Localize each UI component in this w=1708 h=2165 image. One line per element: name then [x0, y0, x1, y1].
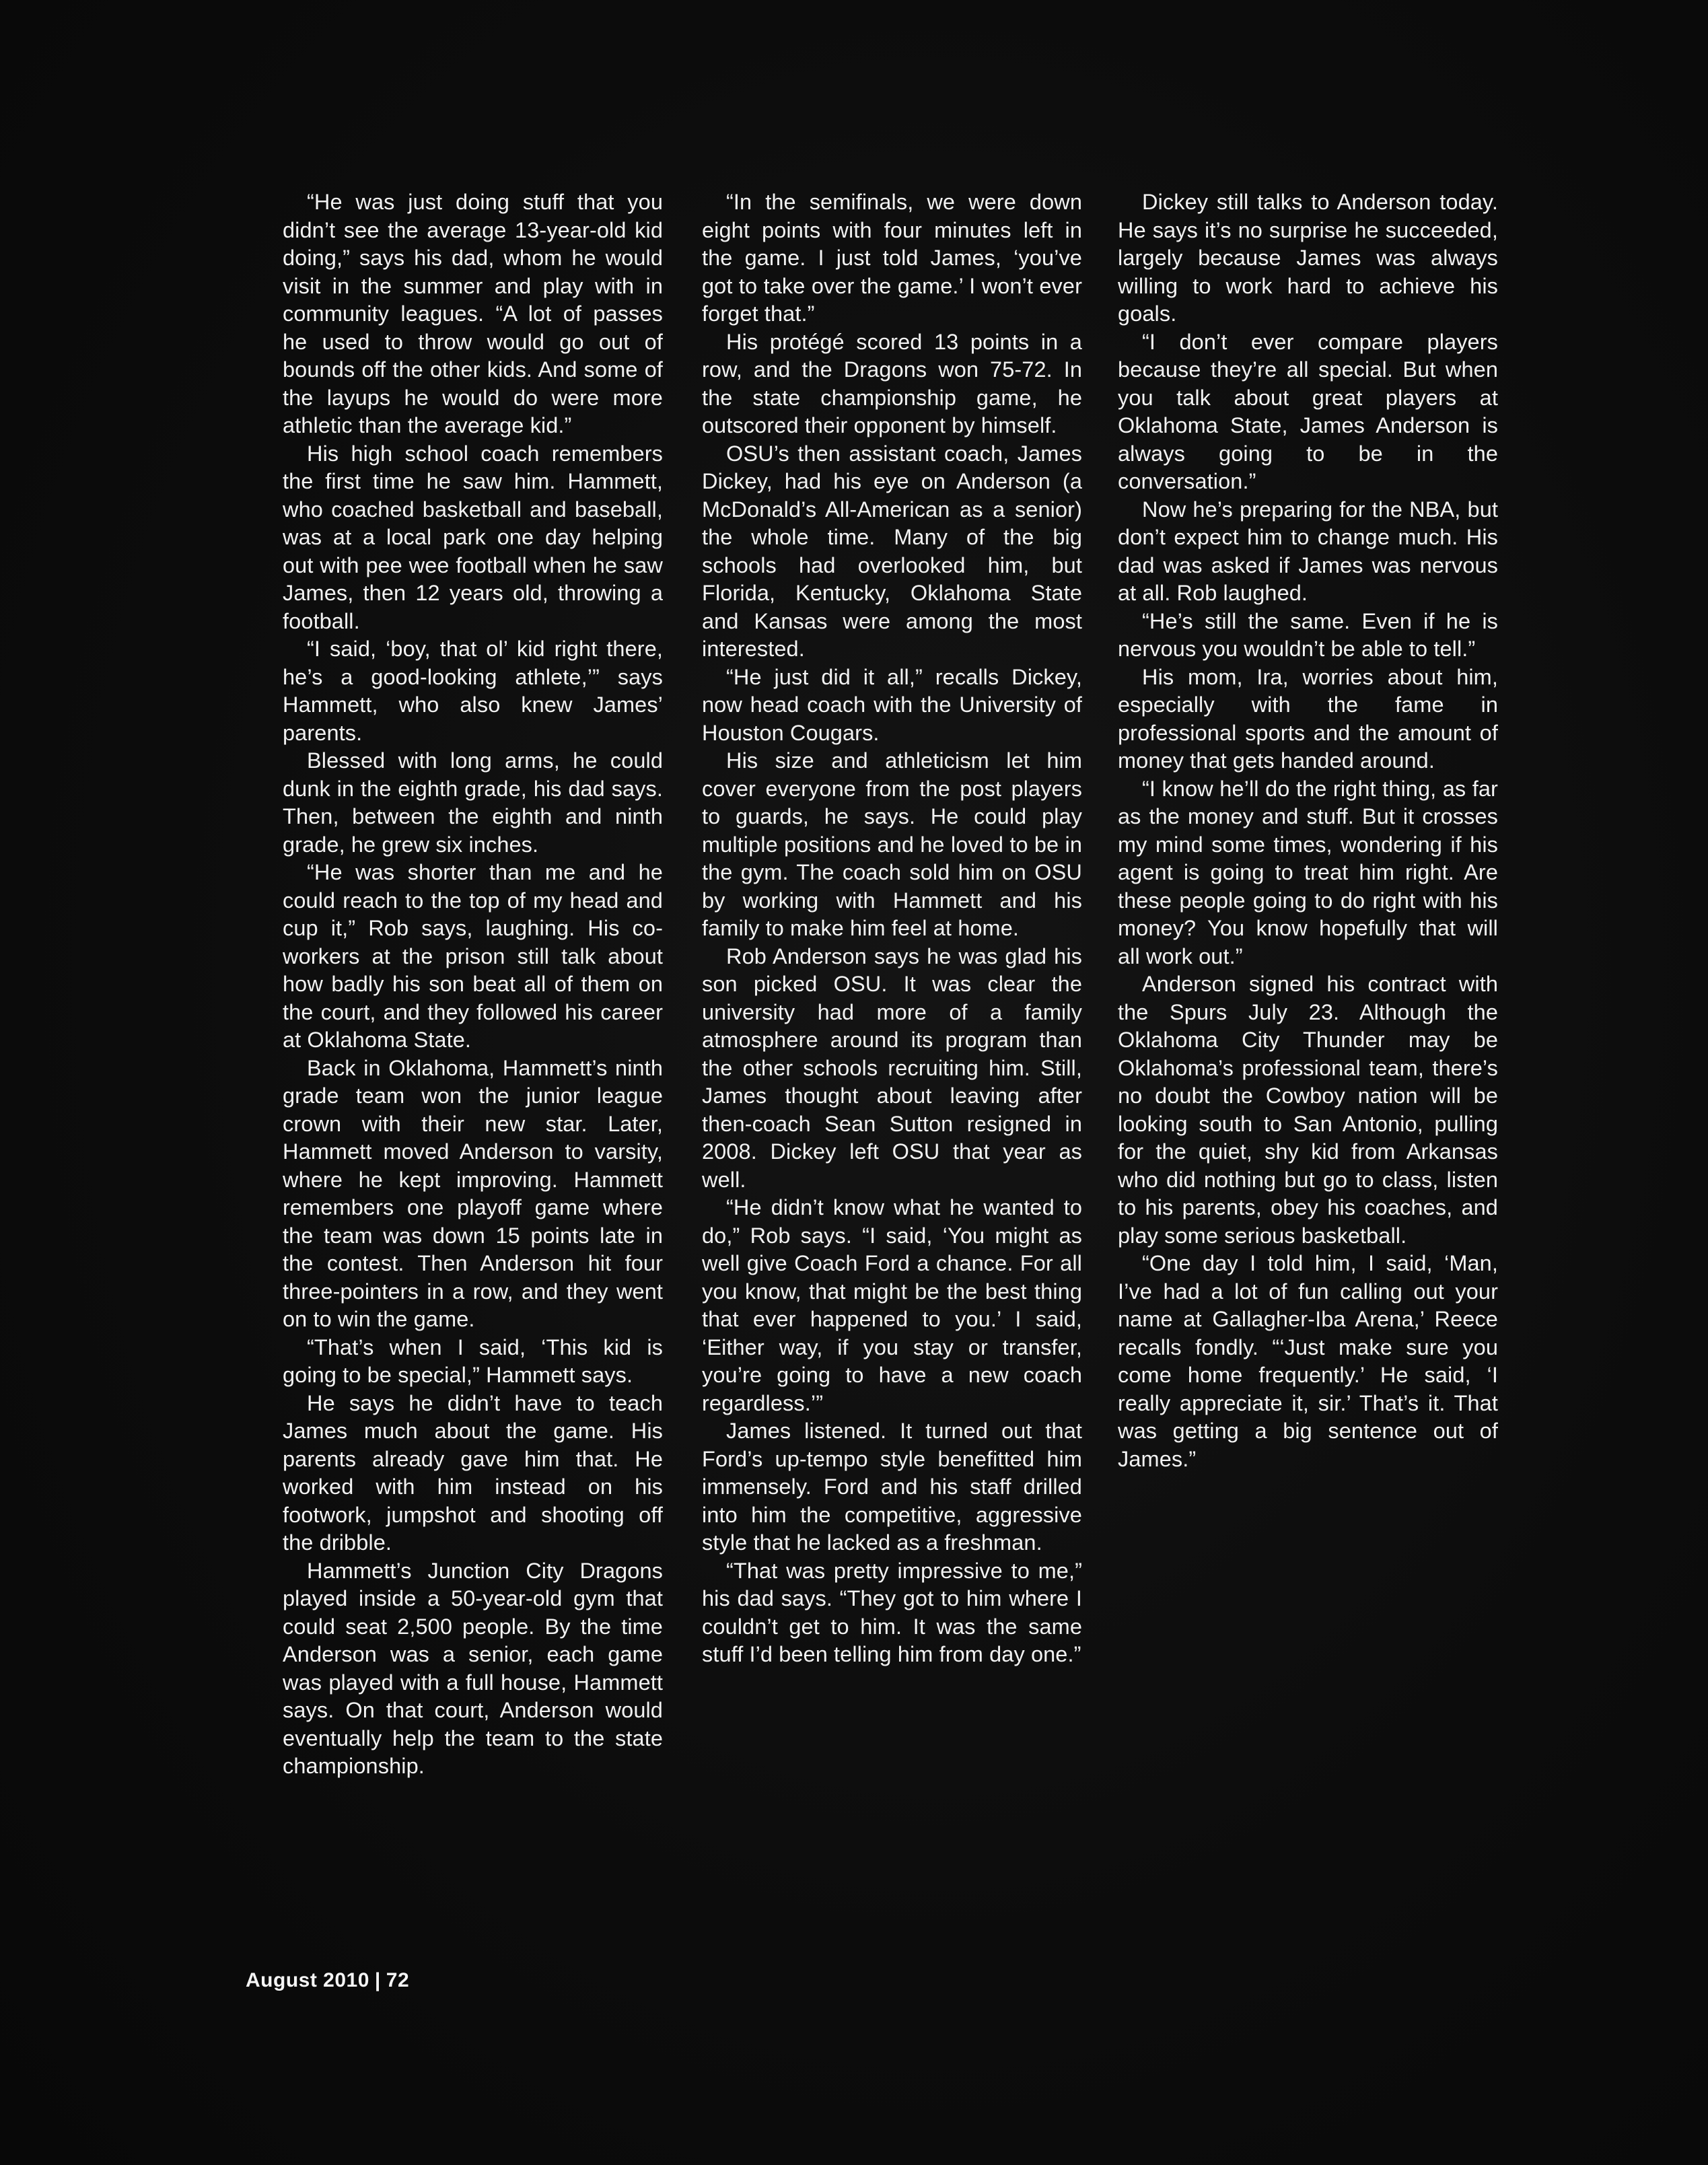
paragraph: “He was shorter than me and he could reach to the top of my head and cup it,” Rob says, laughing. His co-workers at the prison still talk about how badly his son beat all of them on the court, and they followed his career at Oklahoma State. [283, 860, 663, 1052]
article-column-3 [1118, 188, 1498, 1473]
paragraph: “I know he’ll do the right thing, as far as the money and stuff. But it crosses my mind some times, wondering if his agent is going to treat him right. Are these people going to do right with his money? You know hopefully that will all work out.” [1118, 776, 1498, 968]
paragraph: Now he’s preparing for the NBA, but don’t expect him to change much. His dad was asked if James was nervous at all. Rob laughed. [1118, 497, 1498, 605]
paragraph: “I said, ‘boy, that ol’ kid right there, he’s a good-looking athlete,’” says Hammett, who also knew James’ parents. [283, 637, 663, 745]
paragraph: “I don’t ever compare players because they’re all special. But when you talk about great players at Oklahoma State, James Anderson is always going to be in the conversation.” [1118, 329, 1498, 493]
paragraph: “That was pretty impressive to me,” his dad says. “They got to him where I couldn’t get to him. It was the same stuff I’d been telling him from day one.” [702, 1558, 1082, 1666]
paragraph: “He’s still the same. Even if he is nervous you wouldn’t be able to tell.” [1118, 608, 1498, 661]
paragraph: “In the semifinals, we were down eight points with four minutes left in the game. I just told James, ‘you’ve got to take over the game.’ I won’t ever forget that.” [702, 190, 1082, 326]
paragraph: James listened. It turned out that Ford’s up-tempo style benefitted him immensely. Ford and his staff drilled into him the competitive, aggressive style that he lacked as a freshman. [702, 1419, 1082, 1555]
paragraph: His protégé scored 13 points in a row, and the Dragons won 75-72. In the state championship game, he outscored their opponent by himself. [702, 329, 1082, 437]
article-column-1 [283, 188, 663, 1781]
paragraph: Anderson signed his contract with the Spurs July 23. Although the Oklahoma City Thunder may be Oklahoma’s professional team, there’s no doubt the Cowboy nation will be looking south to San Antonio, pulling for the quiet, shy kid from Arkansas who did nothing but go to class, listen to his parents, obey his coaches, and play some serious basketball. [1118, 972, 1498, 1248]
paragraph: Rob Anderson says he was glad his son picked OSU. It was clear the university had more of a family atmosphere around its program than the other schools recruiting him. Still, James thought about leaving after then-coach Sean Sutton resigned in 2008. Dickey left OSU that year as well. [702, 944, 1082, 1192]
paragraph: “He just did it all,” recalls Dickey, now head coach with the University of Houston Cougars. [702, 664, 1082, 745]
paragraph: Dickey still talks to Anderson today. He says it’s no surprise he succeeded, largely because James was always willing to work hard to achieve his goals. [1118, 190, 1498, 326]
paragraph: His size and athleticism let him cover everyone from the post players to guards, he says. He could play multiple positions and he loved to be in the gym. The coach sold him on OSU by working with Hammett and his family to make him feel at home. [702, 748, 1082, 940]
paragraph: “One day I told him, I said, ‘Man, I’ve had a lot of fun calling out your name at Gallagher-Iba Arena,’ Reece recalls fondly. “‘Just make sure you come home frequently.’ He said, ‘I really appreciate it, sir.’ That’s it. That was getting a big sentence out of James.” [1118, 1251, 1498, 1471]
paragraph: Hammett’s Junction City Dragons played inside a 50-year-old gym that could seat 2,500 people. By the time Anderson was a senior, each game was played with a full house, Hammett says. On that court, Anderson would eventually help the team to the state championship. [283, 1558, 663, 1778]
paragraph: Back in Oklahoma, Hammett’s ninth grade team won the junior league crown with their new star. Later, Hammett moved Anderson to varsity, where he kept improving. Hammett remembers one playoff game where the team was down 15 points late in the contest. Then Anderson hit four three-pointers in a row, and they went on to win the game. [283, 1055, 663, 1331]
page-number: 72 [386, 1969, 410, 1991]
paragraph: OSU’s then assistant coach, James Dickey, had his eye on Anderson (a McDonald’s All-American as a senior) the whole time. Many of the big schools had overlooked him, but Florida, Kentucky, Oklahoma State and Kansas were among the most interested. [702, 441, 1082, 661]
paragraph: He says he didn’t have to teach James much about the game. His parents already gave him that. He worked with him instead on his footwork, jumpshot and shooting off the dribble. [283, 1390, 663, 1555]
footer-separator: | [374, 1969, 381, 1991]
article-column-2 [702, 188, 1082, 1669]
paragraph: “He was just doing stuff that you didn’t see the average 13-year-old kid doing,” says his dad, whom he would visit in the summer and play with in community leagues. “A lot of passes he used to throw would go out of bounds off the other kids. And some of the layups he would do were more athletic than the average kid.” [283, 190, 663, 437]
paragraph: “That’s when I said, ‘This kid is going to be special,” Hammett says. [283, 1335, 663, 1387]
paragraph: Blessed with long arms, he could dunk in the eighth grade, his dad says. Then, between the eighth and ninth grade, he grew six inches. [283, 748, 663, 857]
issue-date: August 2010 [246, 1969, 369, 1991]
page-footer [246, 1969, 409, 1992]
paragraph: “He didn’t know what he wanted to do,” Rob says. “I said, ‘You might as well give Coach Ford a chance. For all you know, that might be the best thing that ever happened to you.’ I said, ‘Either way, if you stay or transfer, you’re going to have a new coach regardless.’” [702, 1195, 1082, 1415]
paragraph: His mom, Ira, worries about him, especially with the fame in professional sports and the amount of money that gets handed around. [1118, 664, 1498, 773]
paragraph: His high school coach remembers the first time he saw him. Hammett, who coached basketball and baseball, was at a local park one day helping out with pee wee football when he saw James, then 12 years old, throwing a football. [283, 441, 663, 633]
